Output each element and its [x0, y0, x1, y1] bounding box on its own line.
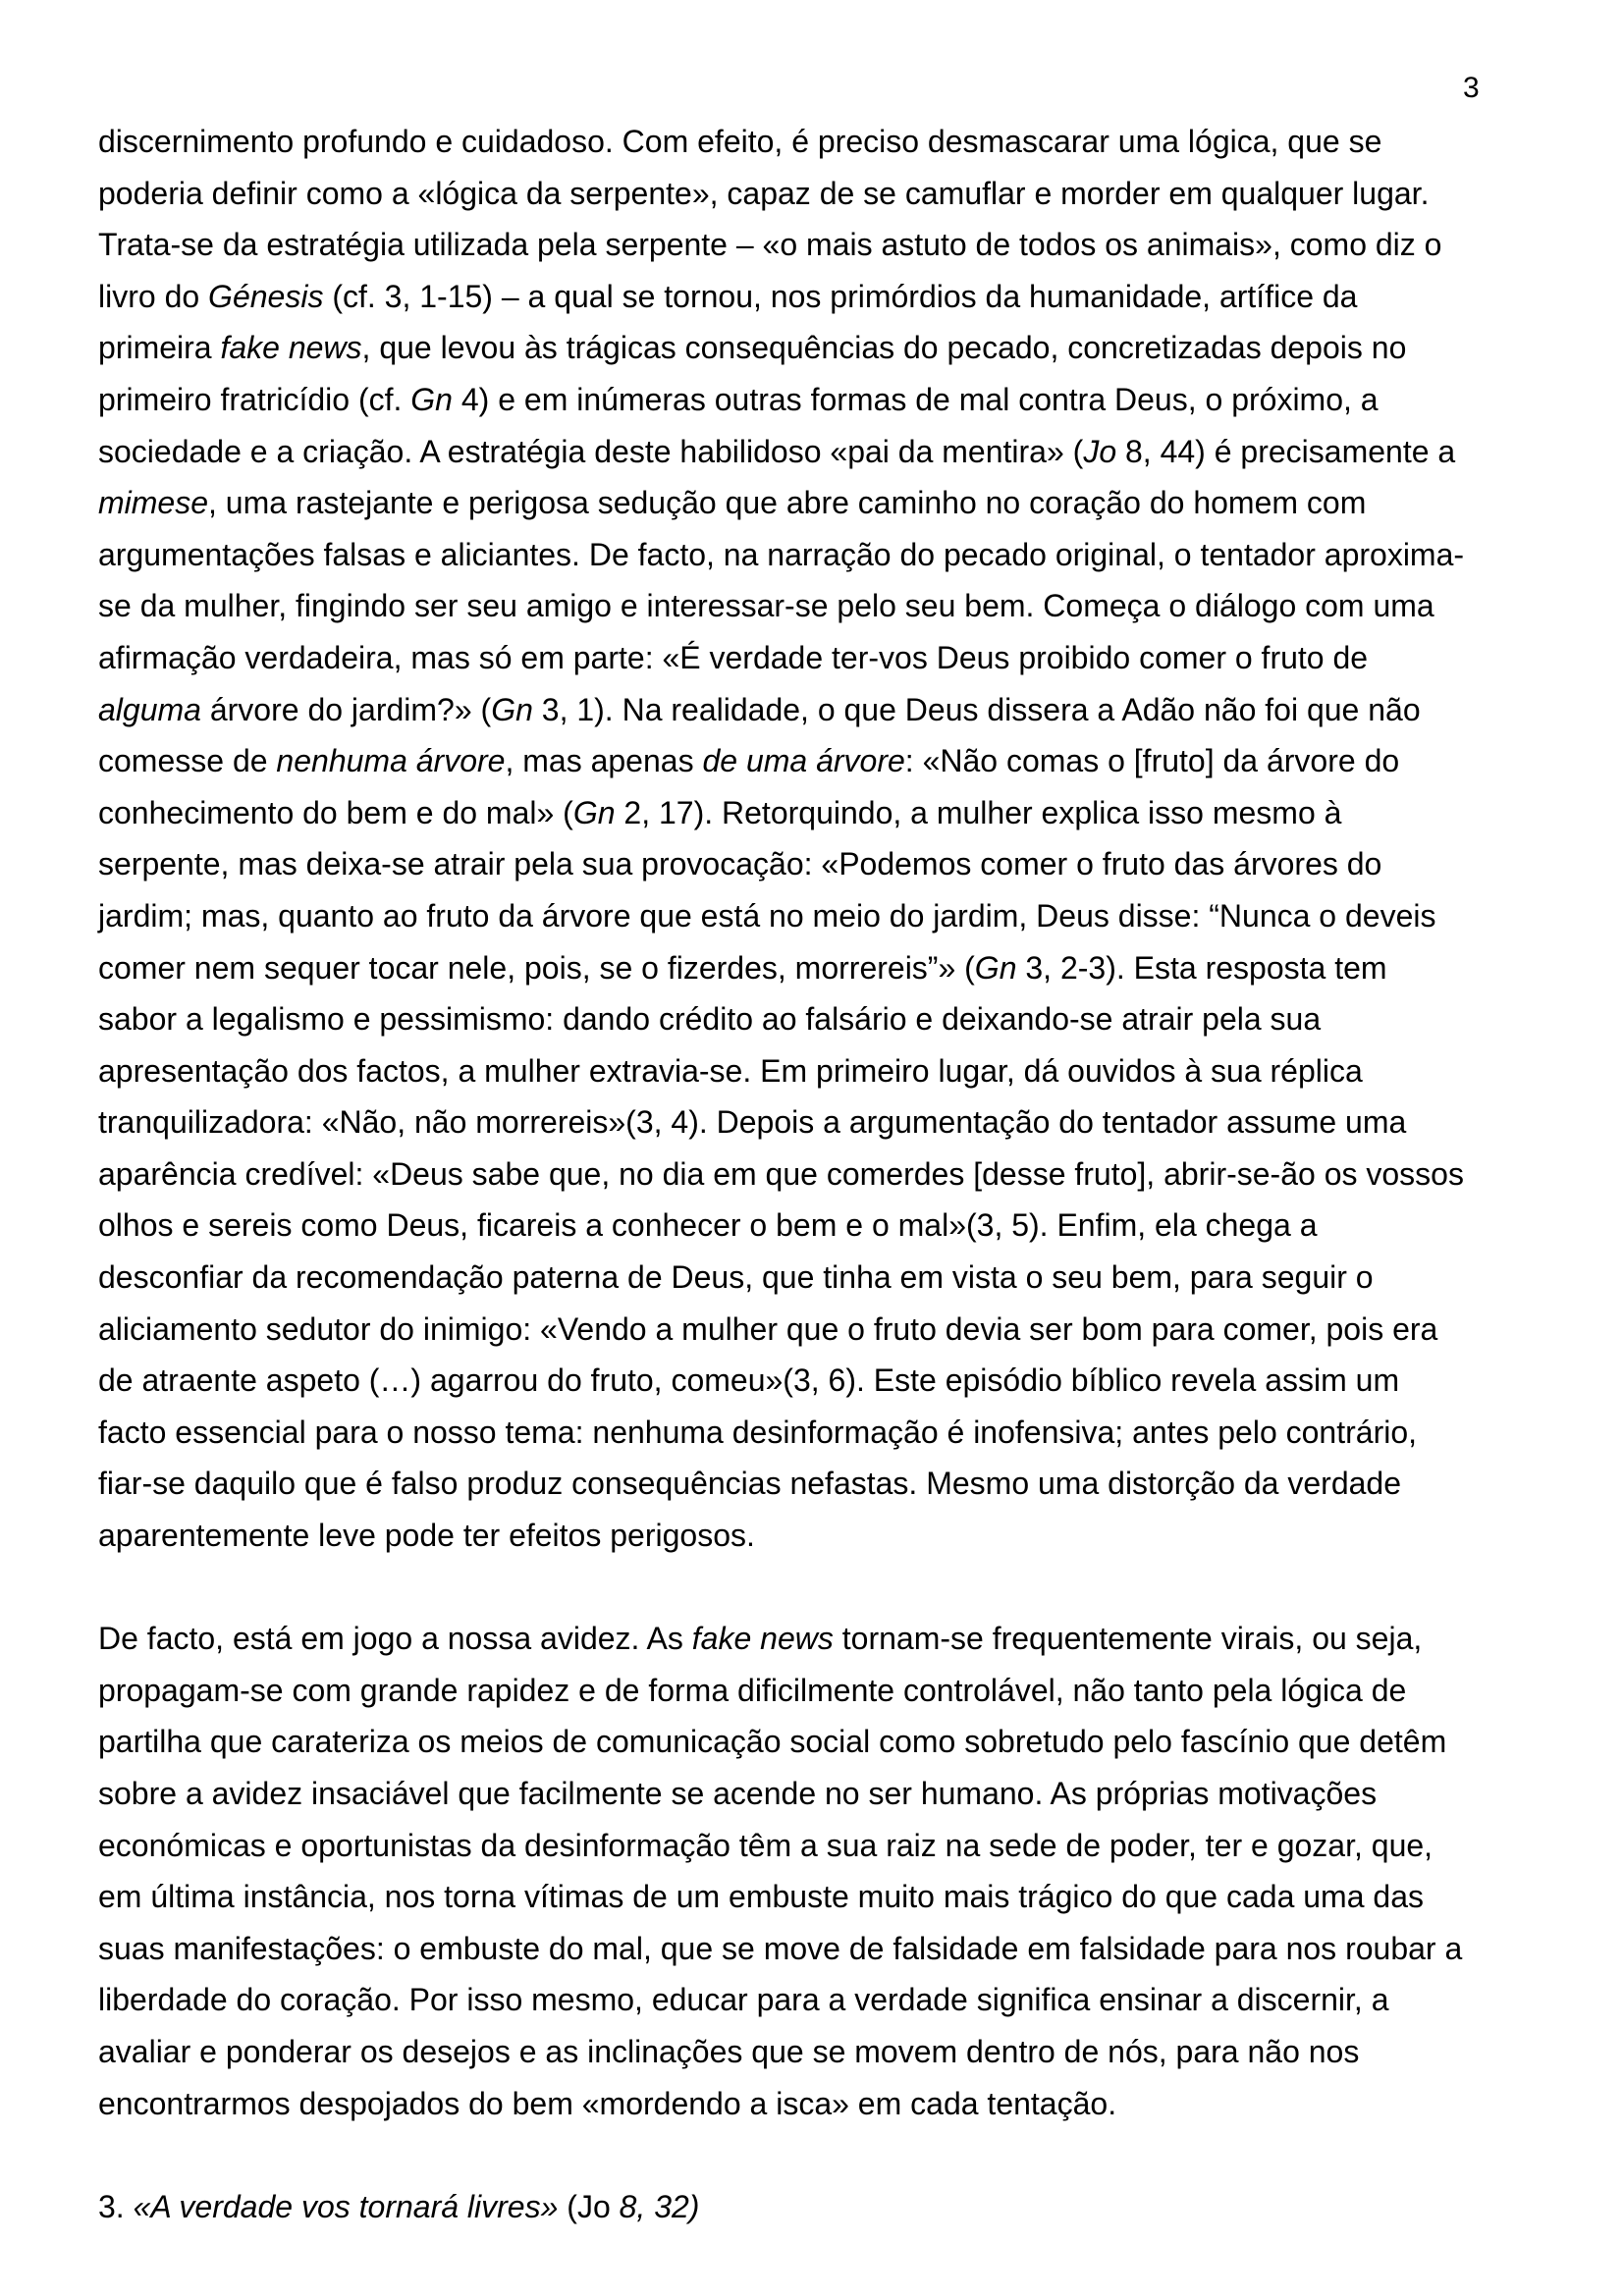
italic-text: Gn: [974, 949, 1017, 986]
text-run: sobre a avidez insaciável que facilmente se acende no ser humano. As próprias motivações: [98, 1776, 1378, 1811]
text-run: 4) e em inúmeras outras formas de mal contra Deus, o próximo, a: [452, 381, 1379, 417]
text-run: económicas e oportunistas da desinformação têm a sua raiz na sede de poder, ter e gozar, que,: [98, 1827, 1434, 1863]
text-run: 8, 44) é precisamente a: [1116, 433, 1456, 469]
paragraph-gap: [98, 2129, 1542, 2181]
text-run: se da mulher, fingindo ser seu amigo e interessar-se pelo seu bem. Começa o diálogo com uma: [98, 588, 1434, 624]
text-run: facto essencial para o nosso tema: nenhuma desinformação é inofensiva; antes pelo contrário,: [98, 1414, 1418, 1450]
text-run: 3, 2-3). Esta resposta tem: [1016, 949, 1387, 986]
text-run: aliciamento sedutor do inimigo: «Vendo a mulher que o fruto devia ser bom para comer, pois era: [98, 1310, 1438, 1347]
text-line: [98, 632, 1542, 684]
italic-text: alguma: [98, 691, 201, 727]
text-line: [98, 1716, 1542, 1768]
text-line: [98, 2026, 1542, 2078]
page-number: 3: [1463, 72, 1480, 104]
text-line: [98, 1096, 1542, 1148]
text-run: árvore do jardim?» (: [200, 691, 492, 727]
text-run: avaliar e ponderar os desejos e as inclinações que se movem dentro de nós, para não nos: [98, 2033, 1360, 2069]
text-run: comesse de: [98, 743, 277, 779]
italic-text: mimese: [98, 485, 209, 521]
text-line: [98, 529, 1542, 581]
body-text: [98, 116, 1542, 2232]
text-run: apresentação dos factos, a mulher extravia-se. Em primeiro lugar, dá ouvidos à sua réplica: [98, 1052, 1363, 1089]
text-run: afirmação verdadeira, mas só em parte: «É verdade ter-vos Deus proibido comer o fruto de: [98, 639, 1369, 675]
text-line: [98, 477, 1542, 529]
text-line: [98, 787, 1542, 839]
text-line: [98, 838, 1542, 890]
text-line: [98, 1148, 1542, 1201]
italic-text: «A verdade vos tornará livres»: [133, 2188, 559, 2224]
text-line: [98, 1045, 1542, 1097]
text-run: encontrarmos despojados do bem «mordendo a isca» em cada tentação.: [98, 2085, 1117, 2121]
text-run: , uma rastejante e perigosa sedução que abre caminho no coração do homem com: [208, 485, 1367, 521]
text-run: (cf. 3, 1-15) – a qual se tornou, nos primórdios da humanidade, artífice da: [323, 278, 1358, 314]
text-run: serpente, mas deixa-se atrair pela sua provocação: «Podemos comer o fruto das árvores do: [98, 846, 1382, 882]
text-run: comer nem sequer tocar nele, pois, se o fizerdes, morrereis”» (: [98, 949, 975, 986]
text-run: aparência credível: «Deus sabe que, no dia em que comerdes [desse fruto], abrir-se-ão os vossos: [98, 1155, 1464, 1192]
text-run: 3.: [98, 2188, 134, 2224]
text-run: 2, 17). Retorquindo, a mulher explica isso mesmo à: [615, 794, 1342, 830]
text-line: [98, 168, 1542, 220]
text-run: de atraente aspeto (…) agarrou do fruto, comeu»(3, 6). Este episódio bíblico revela assim um: [98, 1362, 1400, 1399]
text-line: [98, 735, 1542, 787]
text-run: 3, 1). Na realidade, o que Deus dissera a Adão não foi que não: [532, 691, 1421, 727]
text-run: tranquilizadora: «Não, não morrereis»(3, 4). Depois a argumentação do tentador assume uma: [98, 1104, 1407, 1141]
text-run: aparentemente leve pode ter efeitos perigosos.: [98, 1518, 755, 1554]
text-line: [98, 1200, 1542, 1252]
paragraph-gap: [98, 1562, 1542, 1614]
text-run: primeiro fratricídio (cf.: [98, 381, 411, 417]
text-run: , que levou às trágicas consequências do pecado, concretizadas depois no: [361, 330, 1407, 366]
text-line: [98, 1820, 1542, 1872]
text-line: [98, 1304, 1542, 1356]
text-line: [98, 580, 1542, 632]
text-line: [98, 271, 1542, 323]
text-line: [98, 2078, 1542, 2130]
text-run: argumentações falsas e aliciantes. De facto, na narração do pecado original, o tentador aproxima-: [98, 536, 1465, 572]
italic-text: Gn: [572, 794, 616, 830]
italic-text: de uma árvore: [702, 743, 905, 779]
text-run: : «Não comas o [fruto] da árvore do: [904, 743, 1400, 779]
text-line: [98, 1355, 1542, 1407]
text-run: De facto, está em jogo a nossa avidez. As: [98, 1621, 692, 1657]
text-line: [98, 1768, 1542, 1820]
text-run: em última instância, nos torna vítimas de um embuste muito mais trágico do que cada uma das: [98, 1879, 1424, 1915]
text-line: [98, 1510, 1542, 1562]
text-line: [98, 1923, 1542, 1975]
text-run: , mas apenas: [505, 743, 703, 779]
text-line: [98, 426, 1542, 478]
text-line: [98, 942, 1542, 994]
text-run: sociedade e a criação. A estratégia deste habilidoso «pai da mentira» (: [98, 433, 1084, 469]
italic-text: Gn: [410, 381, 453, 417]
italic-text: fake news: [691, 1621, 834, 1657]
text-run: suas manifestações: o embuste do mal, que se move de falsidade em falsidade para nos roubar a: [98, 1930, 1463, 1966]
text-line: [98, 374, 1542, 426]
text-run: fiar-se daquilo que é falso produz consequências nefastas. Mesmo uma distorção da verdade: [98, 1466, 1401, 1502]
text-run: primeira: [98, 330, 221, 366]
italic-text: Jo: [1083, 433, 1117, 469]
text-run: jardim; mas, quanto ao fruto da árvore que está no meio do jardim, Deus disse: “Nunca o deveis: [98, 897, 1436, 934]
text-line: [98, 1871, 1542, 1923]
text-line: [98, 684, 1542, 736]
text-run: livro do: [98, 278, 209, 314]
text-line: [98, 1613, 1542, 1665]
text-line: [98, 219, 1542, 271]
text-line: [98, 1407, 1542, 1459]
italic-text: nenhuma árvore: [276, 743, 506, 779]
text-run: discernimento profundo e cuidadoso. Com efeito, é preciso desmascarar uma lógica, que se: [98, 124, 1382, 159]
text-run: Trata-se da estratégia utilizada pela serpente – «o mais astuto de todos os animais», como diz o: [98, 227, 1442, 263]
text-line: [98, 116, 1542, 168]
text-run: partilha que carateriza os meios de comunicação social como sobretudo pelo fascínio que detêm: [98, 1724, 1447, 1760]
section-heading: [98, 2181, 1542, 2233]
text-run: tornam-se frequentemente virais, ou seja,: [833, 1621, 1423, 1657]
text-run: conhecimento do bem e do mal» (: [98, 794, 573, 830]
text-line: [98, 322, 1542, 374]
text-line: [98, 1974, 1542, 2026]
text-run: liberdade do coração. Por isso mesmo, educar para a verdade significa ensinar a discernir, a: [98, 1982, 1389, 2018]
text-line: [98, 890, 1542, 942]
italic-text: fake news: [220, 330, 362, 366]
text-run: sabor a legalismo e pessimismo: dando crédito ao falsário e deixando-se atrair pela sua: [98, 1001, 1322, 1038]
italic-text: Gn: [491, 691, 533, 727]
text-run: poderia definir como a «lógica da serpente», capaz de se camuflar e morder em qualquer lugar.: [98, 175, 1430, 211]
italic-text: 8, 32): [619, 2188, 700, 2224]
text-line: [98, 1252, 1542, 1304]
paragraph-2: [98, 1613, 1542, 2129]
text-run: olhos e sereis como Deus, ficareis a conhecer o bem e o mal»(3, 5). Enfim, ela chega a: [98, 1207, 1318, 1244]
text-line: [98, 1458, 1542, 1510]
text-line: [98, 1665, 1542, 1717]
text-line: [98, 993, 1542, 1045]
italic-text: Génesis: [208, 278, 324, 314]
text-run: desconfiar da recomendação paterna de Deus, que tinha em vista o seu bem, para seguir o: [98, 1259, 1374, 1296]
text-run: (Jo: [558, 2188, 620, 2224]
paragraph-1: [98, 116, 1542, 1562]
text-run: propagam-se com grande rapidez e de forma dificilmente controlável, não tanto pela lógica de: [98, 1672, 1407, 1708]
